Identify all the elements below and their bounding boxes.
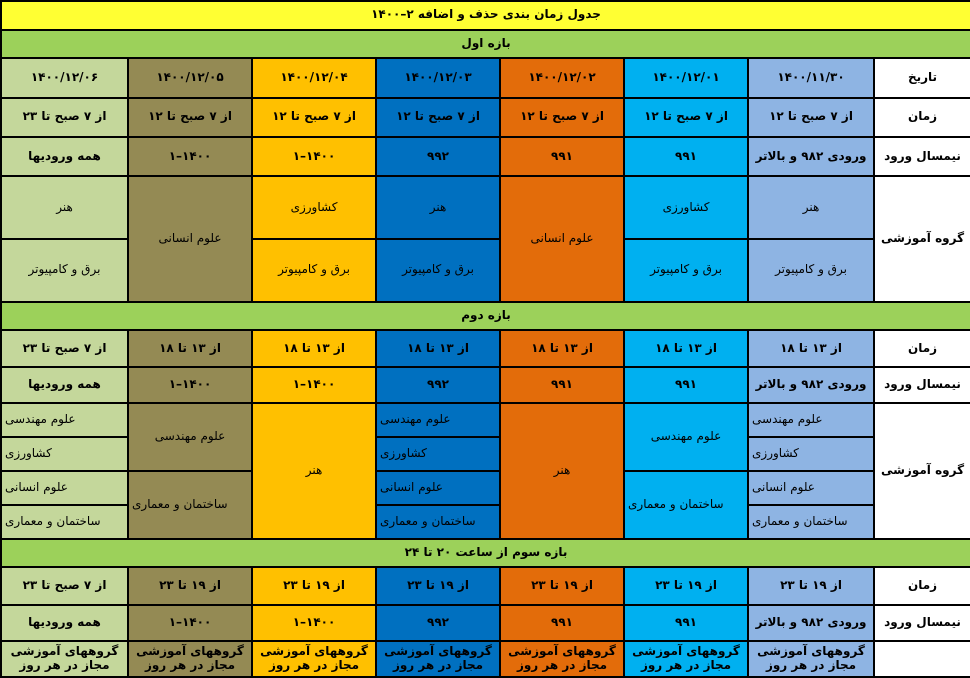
time-cell: از ۱۳ تا ۱۸	[500, 330, 624, 366]
group-cell: علوم انسانی	[376, 471, 500, 505]
group-cell: علوم انسانی	[1, 471, 128, 505]
group-cell: هنر	[500, 403, 624, 539]
group-cell: برق و کامپیوتر	[624, 239, 748, 302]
time-cell: از ۷ صبح تا ۱۲	[128, 98, 252, 137]
date-cell: ۱۴۰۰/۱۲/۰۲	[500, 58, 624, 97]
date-cell: ۱۴۰۰/۱۲/۰۵	[128, 58, 252, 97]
time-cell: از ۷ صبح تا ۱۲	[748, 98, 874, 137]
date-label: تاریخ	[874, 58, 970, 97]
semester-label: نیمسال ورود	[874, 605, 970, 641]
section-second-header: بازه دوم	[1, 302, 970, 331]
semester-cell: ۹۹۱	[500, 137, 624, 176]
allowed-groups-note: گروههای آموزشی مجاز در هر روز	[500, 641, 624, 677]
group-cell: کشاورزی	[1, 437, 128, 471]
time-cell: از ۷ صبح تا ۲۳	[1, 98, 128, 137]
group-cell: علوم مهندسی	[128, 403, 252, 471]
group-cell: علوم انسانی	[500, 176, 624, 301]
time-cell: از ۷ صبح تا ۱۲	[500, 98, 624, 137]
semester-label: نیمسال ورود	[874, 137, 970, 176]
time-label: زمان	[874, 567, 970, 604]
group-cell: برق و کامپیوتر	[748, 239, 874, 302]
time-label: زمان	[874, 330, 970, 366]
group-cell: کشاورزی	[624, 176, 748, 239]
semester-cell: ورودی ۹۸۲ و بالاتر	[748, 605, 874, 641]
time-cell: از ۱۹ تا ۲۳	[252, 567, 376, 604]
semester-cell: ۹۹۲	[376, 137, 500, 176]
time-cell: از ۱۳ تا ۱۸	[376, 330, 500, 366]
semester-cell: ۹۹۲	[376, 367, 500, 403]
allowed-groups-note: گروههای آموزشی مجاز در هر روز	[748, 641, 874, 677]
group-cell: هنر	[1, 176, 128, 239]
semester-cell: ۹۹۱	[624, 137, 748, 176]
semester-cell: ۹۹۱	[624, 367, 748, 403]
time-cell: از ۱۳ تا ۱۸	[128, 330, 252, 366]
semester-cell: ۹۹۱	[500, 367, 624, 403]
time-label: زمان	[874, 98, 970, 137]
group-cell: علوم مهندسی	[1, 403, 128, 437]
date-cell: ۱۴۰۰/۱۲/۰۴	[252, 58, 376, 97]
semester-cell: ۱۴۰۰–۱	[252, 137, 376, 176]
group-cell: کشاورزی	[376, 437, 500, 471]
semester-cell: ورودی ۹۸۲ و بالاتر	[748, 367, 874, 403]
group-cell: ساختمان و معماری	[1, 505, 128, 539]
group-cell: برق و کامپیوتر	[1, 239, 128, 302]
group-cell: ساختمان و معماری	[624, 471, 748, 539]
group-cell: هنر	[748, 176, 874, 239]
group-cell: هنر	[376, 176, 500, 239]
date-cell: ۱۴۰۰/۱۲/۰۱	[624, 58, 748, 97]
semester-cell: ۹۹۲	[376, 605, 500, 641]
semester-cell: ۱۴۰۰–۱	[252, 367, 376, 403]
date-cell: ۱۴۰۰/۱۲/۰۶	[1, 58, 128, 97]
time-cell: از ۱۳ تا ۱۸	[252, 330, 376, 366]
semester-cell: همه ورودیها	[1, 367, 128, 403]
group-cell: علوم مهندسی	[624, 403, 748, 471]
time-cell: از ۷ صبح تا ۲۳	[1, 567, 128, 604]
semester-cell: ۹۹۱	[624, 605, 748, 641]
time-cell: از ۱۹ تا ۲۳	[376, 567, 500, 604]
group-cell: کشاورزی	[748, 437, 874, 471]
group-cell: علوم مهندسی	[748, 403, 874, 437]
page-title: جدول زمان بندی حذف و اضافه ۲–۱۴۰۰	[1, 1, 970, 30]
group-label: گروه آموزشی	[874, 176, 970, 301]
group-cell: برق و کامپیوتر	[252, 239, 376, 302]
semester-cell: ۱۴۰۰–۱	[252, 605, 376, 641]
semester-cell: همه ورودیها	[1, 605, 128, 641]
semester-cell: ۱۴۰۰–۱	[128, 367, 252, 403]
time-cell: از ۱۹ تا ۲۳	[624, 567, 748, 604]
time-cell: از ۱۳ تا ۱۸	[748, 330, 874, 366]
time-cell: از ۱۳ تا ۱۸	[624, 330, 748, 366]
time-cell: از ۷ صبح تا ۱۲	[624, 98, 748, 137]
group-cell: علوم انسانی	[748, 471, 874, 505]
semester-cell: ورودی ۹۸۲ و بالاتر	[748, 137, 874, 176]
group-cell: برق و کامپیوتر	[376, 239, 500, 302]
allowed-groups-note: گروههای آموزشی مجاز در هر روز	[376, 641, 500, 677]
time-cell: از ۷ صبح تا ۲۳	[1, 330, 128, 366]
allowed-groups-note: گروههای آموزشی مجاز در هر روز	[128, 641, 252, 677]
semester-cell: ۱۴۰۰–۱	[128, 605, 252, 641]
semester-cell: همه ورودیها	[1, 137, 128, 176]
allowed-groups-note: گروههای آموزشی مجاز در هر روز	[624, 641, 748, 677]
time-cell: از ۱۹ تا ۲۳	[500, 567, 624, 604]
date-cell: ۱۴۰۰/۱۲/۰۳	[376, 58, 500, 97]
allowed-groups-note: گروههای آموزشی مجاز در هر روز	[1, 641, 128, 677]
semester-cell: ۱۴۰۰–۱	[128, 137, 252, 176]
group-label: گروه آموزشی	[874, 403, 970, 539]
empty-label-cell	[874, 641, 970, 677]
time-cell: از ۱۹ تا ۲۳	[748, 567, 874, 604]
group-cell: ساختمان و معماری	[376, 505, 500, 539]
group-cell: ساختمان و معماری	[128, 471, 252, 539]
section-third-header: بازه سوم از ساعت ۲۰ تا ۲۴	[1, 539, 970, 568]
time-cell: از ۷ صبح تا ۱۲	[252, 98, 376, 137]
semester-cell: ۹۹۱	[500, 605, 624, 641]
allowed-groups-note: گروههای آموزشی مجاز در هر روز	[252, 641, 376, 677]
section-first-header: بازه اول	[1, 30, 970, 59]
group-cell: علوم مهندسی	[376, 403, 500, 437]
group-cell: کشاورزی	[252, 176, 376, 239]
semester-label: نیمسال ورود	[874, 367, 970, 403]
group-cell: هنر	[252, 403, 376, 539]
time-cell: از ۷ صبح تا ۱۲	[376, 98, 500, 137]
group-cell: علوم انسانی	[128, 176, 252, 301]
group-cell: ساختمان و معماری	[748, 505, 874, 539]
date-cell: ۱۴۰۰/۱۱/۳۰	[748, 58, 874, 97]
time-cell: از ۱۹ تا ۲۳	[128, 567, 252, 604]
